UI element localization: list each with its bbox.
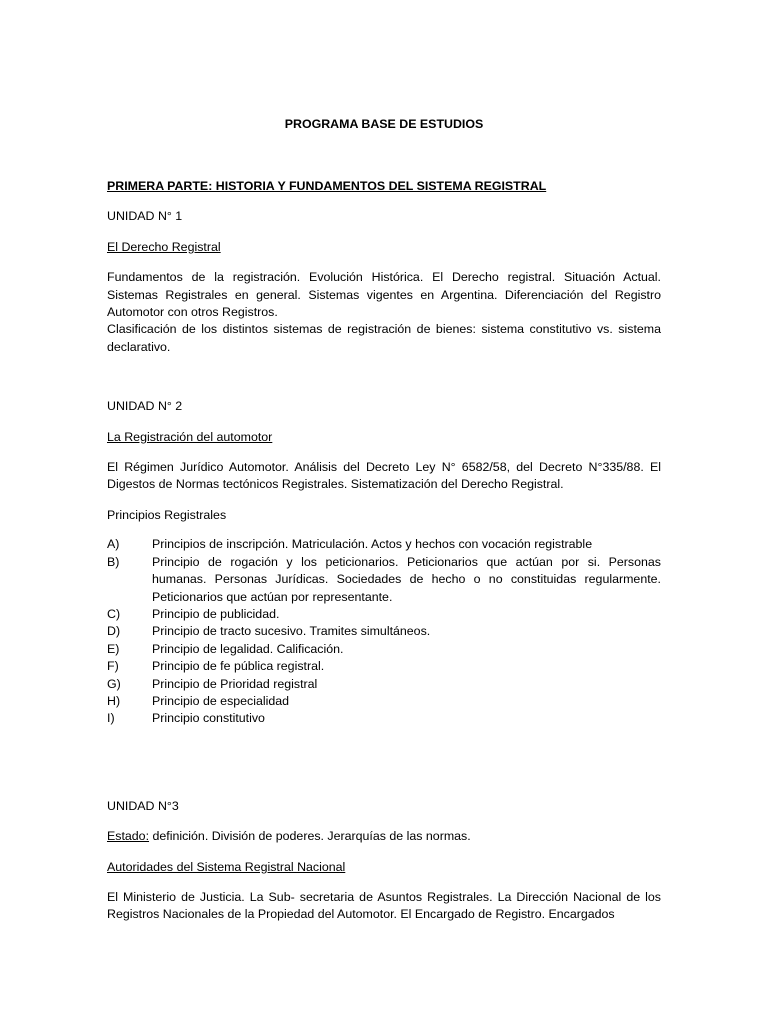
principles-heading: Principios Registrales [107,507,227,522]
list-item [107,606,661,623]
list-item [107,658,661,675]
list-marker: F) [107,659,119,674]
list-item-text: Principio de Prioridad registral [152,676,318,691]
list-marker: G) [107,676,121,691]
list-item [107,554,661,606]
unit3-estado-line [107,828,661,845]
part1-heading: PRIMERA PARTE: HISTORIA Y FUNDAMENTOS DEL SISTEMA REGISTRAL [107,179,547,193]
list-item-text: Principio constitutivo [152,711,265,726]
unit2-subtitle: La Registración del automotor [107,429,273,444]
list-item-text: Principio de fe pública registral. [152,659,325,674]
list-item-text: Principio de tracto sucesivo. Tramites simultáneos. [152,624,431,639]
unit1-paragraph-2: Clasificación de los distintos sistemas de registración de bienes: sistema constitutivo vs. sistema declarativo. [107,322,661,354]
list-marker: I) [107,711,115,726]
unit3-label: UNIDAD N°3 [107,798,179,813]
unit1-paragraph-1: Fundamentos de la registración. Evolución Histórica. El Derecho registral. Situación Actual. Sistemas Registrales en general. Sistemas vigentes en Argentina. Diferenciación del Registro Automotor con otros Registros. [107,270,661,320]
list-marker: D) [107,624,121,639]
list-item-text: Principio de publicidad. [152,606,280,621]
unit2-paragraph: El Régimen Jurídico Automotor. Análisis del Decreto Ley N° 6582/58, del Decreto N°335/88. El Digestos de Normas tectónicos Registrales. Sistematización del Derecho Registral. [107,460,661,492]
unit2-label: UNIDAD N° 2 [107,399,183,414]
list-marker: H) [107,693,121,708]
estado-label: Estado: [107,829,150,844]
list-item-text: Principio de rogación y los peticionarios. Peticionarios que actúan por si. Personas humanas. Personas Jurídicas. Sociedades de hecho o no constituidas regularmente. Peticionarios que actúan por representante. [152,554,661,604]
list-marker: B) [107,554,120,569]
list-marker: A) [107,537,120,552]
list-item [107,623,661,640]
list-item [107,641,661,658]
unit1-subtitle: El Derecho Registral [107,239,221,254]
unit1-label: UNIDAD N° 1 [107,209,183,224]
list-item [107,693,661,710]
list-marker: C) [107,606,121,621]
list-item [107,710,661,727]
principles-list [107,536,661,727]
unit3-subtitle: Autoridades del Sistema Registral Nacional [107,859,346,874]
estado-text: definición. División de poderes. Jerarquías de las normas. [149,829,471,844]
list-item-text: Principio de especialidad [152,693,290,708]
list-item-text: Principio de legalidad. Calificación. [152,641,344,656]
list-item [107,536,661,553]
list-item-text: Principios de inscripción. Matriculación. Actos y hechos con vocación registrable [152,537,593,552]
document-title: PROGRAMA BASE DE ESTUDIOS [284,117,484,131]
list-marker: E) [107,641,120,656]
document-body [107,116,661,924]
list-item [107,676,661,693]
unit3-paragraph: El Ministerio de Justicia. La Sub- secretaria de Asuntos Registrales. La Dirección Nacional de los Registros Nacionales de la Propiedad del Automotor. El Encargado de Registro. Encargados [107,889,661,922]
